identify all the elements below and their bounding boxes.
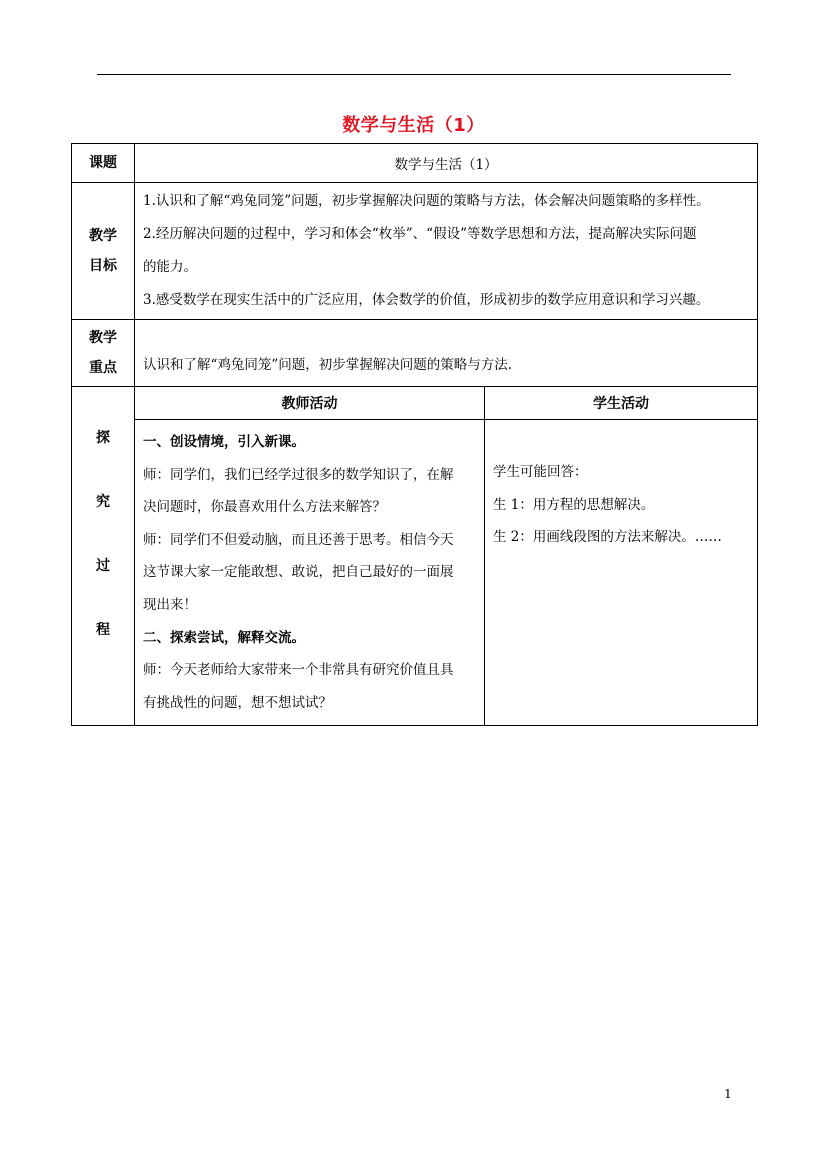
explore-label-char: 探 <box>96 430 110 446</box>
teacher-line: 有挑战性的问题，想不想试试？ <box>143 694 332 711</box>
lesson-plan-table <box>71 143 758 726</box>
focus-content <box>135 320 758 387</box>
teacher-activity-header: 教师活动 <box>135 387 485 420</box>
student-line: 生 2：用画线段图的方法来解决。…… <box>493 529 722 546</box>
goals-content <box>135 183 758 320</box>
focus-label-line-2: 重点 <box>89 360 117 376</box>
goal-line: 的能力。 <box>143 259 197 275</box>
student-line: 学生可能回答： <box>493 464 588 480</box>
section-heading: 一、创设情境，引入新课。 <box>143 434 305 450</box>
topic-label: 课题 <box>72 144 135 183</box>
goal-line: 1.认识和了解“鸡兔同笼”问题，初步掌握解决问题的策略与方法，体会解决问题策略的多样性。 <box>143 193 710 209</box>
teacher-activity-content <box>135 420 485 726</box>
topic-row <box>72 144 758 183</box>
focus-row <box>72 320 758 387</box>
explore-label-char: 程 <box>96 622 110 638</box>
page-number: 1 <box>724 1087 732 1101</box>
goal-line: 2.经历解决问题的过程中，学习和体会“枚举”、“假设”等数学思想和方法，提高解决实际问题 <box>143 226 697 242</box>
document-title: 数学与生活（1） <box>342 115 485 136</box>
focus-label-line-1: 教学 <box>89 330 117 346</box>
topic-value: 数学与生活（1） <box>135 144 758 183</box>
activity-content-row <box>72 420 758 726</box>
goals-label-line-1: 教学 <box>89 228 117 244</box>
explore-label <box>72 387 135 726</box>
explore-label-char: 究 <box>96 494 110 510</box>
goals-row <box>72 183 758 320</box>
teacher-line: 师：同学们，我们已经学过很多的数学知识了，在解 <box>143 466 454 483</box>
explore-label-char: 过 <box>96 558 110 574</box>
teacher-line: 现出来！ <box>143 596 197 613</box>
activity-header-row <box>72 387 758 420</box>
student-activity-header: 学生活动 <box>485 387 758 420</box>
focus-text: 认识和了解“鸡兔同笼”问题，初步掌握解决问题的策略与方法. <box>143 357 513 373</box>
header-rule <box>97 74 731 75</box>
teacher-line: 这节课大家一定能敢想、敢说，把自己最好的一面展 <box>143 564 454 581</box>
student-activity-content <box>485 420 758 726</box>
teacher-line: 师：同学们不但爱动脑，而且还善于思考。相信今天 <box>143 531 454 548</box>
teacher-line: 师：今天老师给大家带来一个非常具有研究价值且具 <box>143 662 454 679</box>
goals-label <box>72 183 135 320</box>
focus-label <box>72 320 135 387</box>
teacher-line: 决问题时，你最喜欢用什么方法来解答？ <box>143 499 386 516</box>
student-line: 生 1：用方程的思想解决。 <box>493 496 655 513</box>
goals-label-line-2: 目标 <box>89 258 117 274</box>
section-heading: 二、探索尝试，解释交流。 <box>143 629 305 646</box>
goal-line: 3.感受数学在现实生活中的广泛应用，体会数学的价值，形成初步的数学应用意识和学习兴趣。 <box>143 292 710 308</box>
